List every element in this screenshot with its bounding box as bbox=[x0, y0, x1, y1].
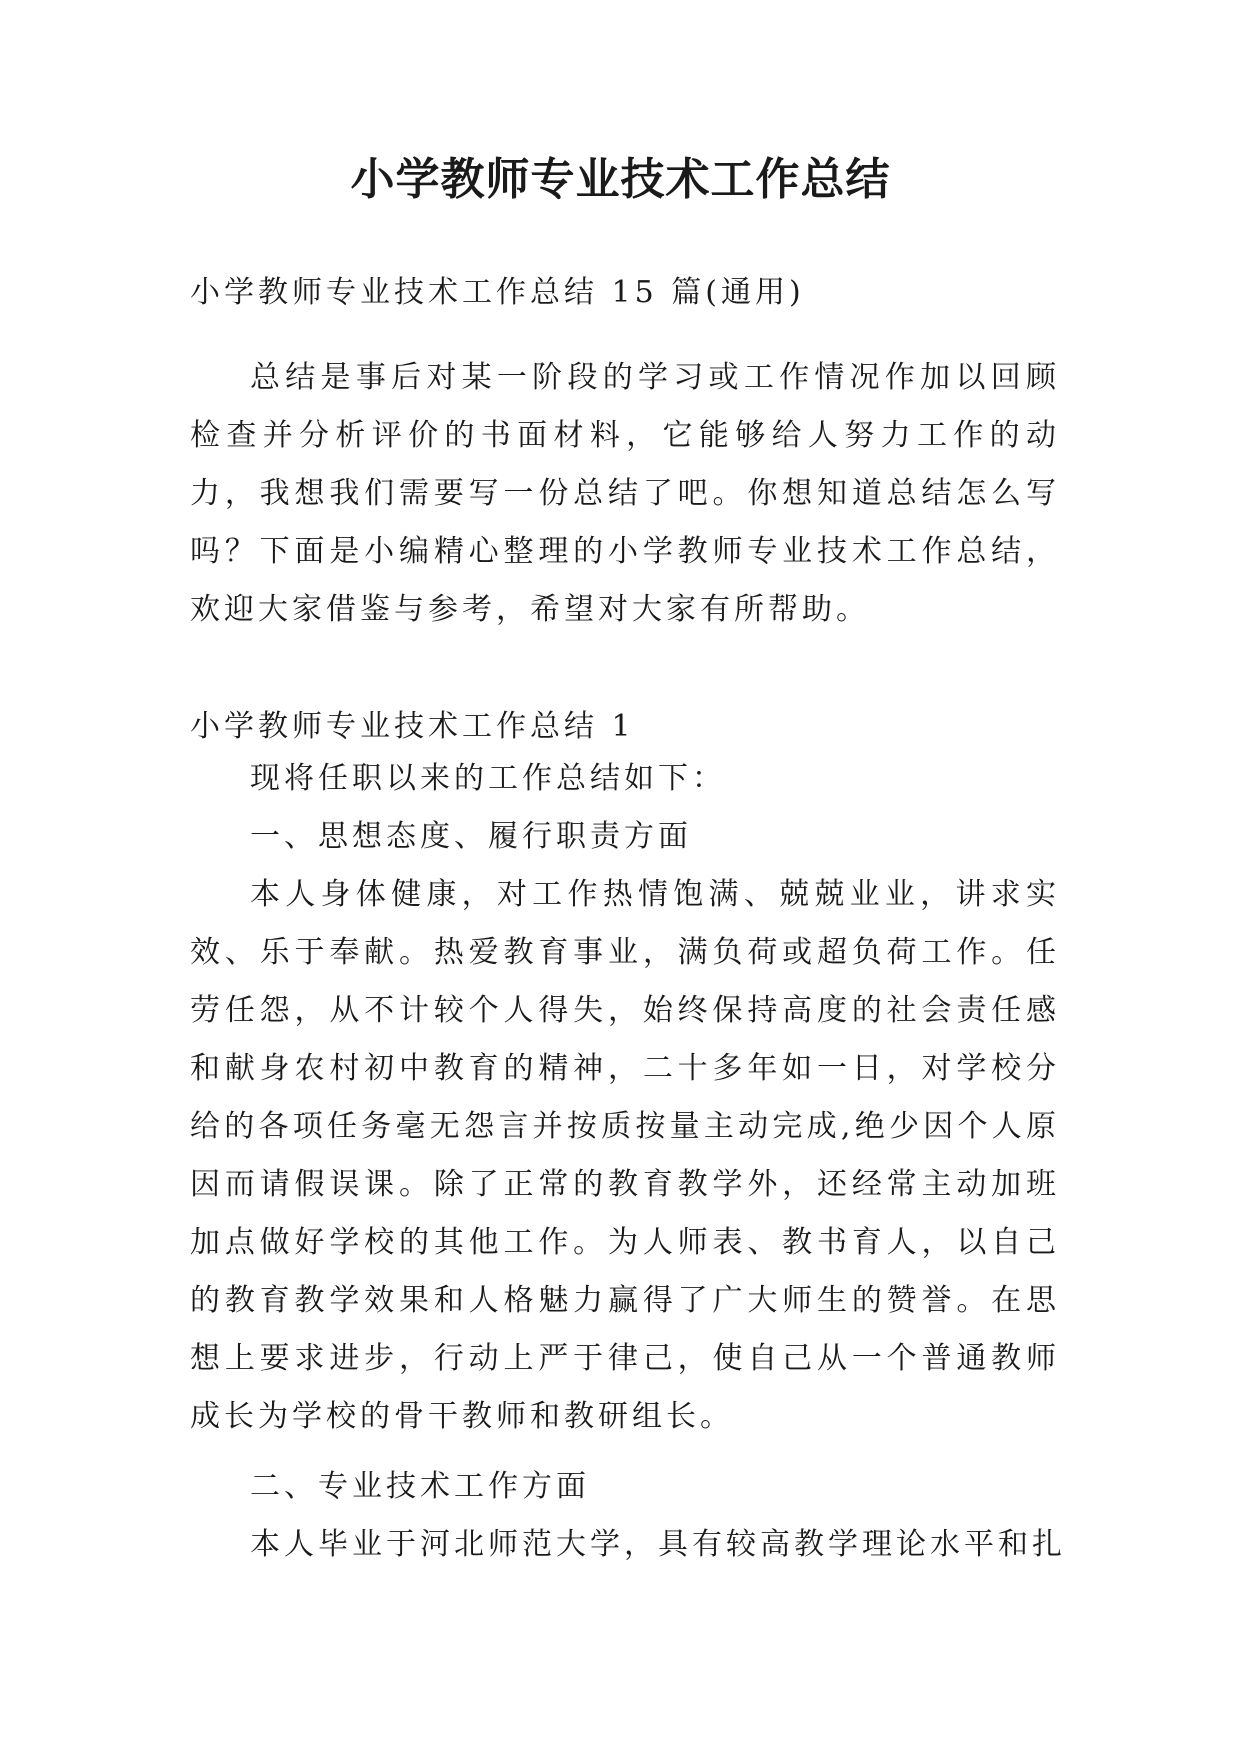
part-one-heading: 一、思想态度、履行职责方面 bbox=[250, 819, 692, 854]
section-opening-line: 现将任职以来的工作总结如下： bbox=[250, 761, 726, 796]
part-one-paragraph: 本人身体健康，对工作热情饱满、兢兢业业，讲求实效、乐于奉献。热爱教育事业，满负荷或超负荷工作。任劳任怨，从不计较个人得失，始终保持高度的社会责任感和献身农村初中教育的精神，二十多年如一日，对学校分给的各项任务毫无怨言并按质按量主动完成,绝少因个人原因而请假误课。除了正常的教育教学外，还经常主动加班加点做好学校的其他工作。为人师表、教书育人，以自己的教育教学效果和人格魅力赢得了广大师生的赞誉。在思想上要求进步，行动上严于律己，使自己从一个普通教师成长为学校的骨干教师和教研组长。 bbox=[190, 877, 1060, 1434]
document-title: 小学教师专业技术工作总结 bbox=[350, 154, 891, 205]
document-subtitle: 小学教师专业技术工作总结 15 篇(通用) bbox=[190, 275, 805, 310]
part-two-paragraph: 本人毕业于河北师范大学，具有较高教学理论水平和扎 bbox=[250, 1527, 1066, 1562]
section-heading: 小学教师专业技术工作总结 1 bbox=[190, 709, 635, 744]
intro-paragraph: 总结是事后对某一阶段的学习或工作情况作加以回顾检查并分析评价的书面材料，它能够给人努力工作的动力，我想我们需要写一份总结了吧。你想知道总结怎么写吗？下面是小编精心整理的小学教师专业技术工作总结，欢迎大家借鉴与参考，希望对大家有所帮助。 bbox=[190, 360, 1060, 627]
part-two-heading: 二、专业技术工作方面 bbox=[250, 1469, 590, 1504]
